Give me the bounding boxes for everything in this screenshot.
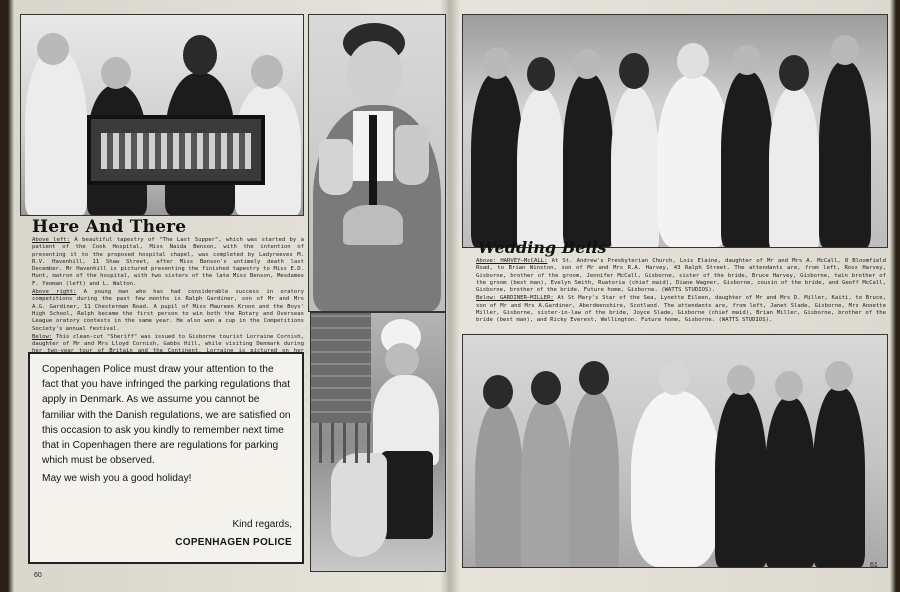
left-page bbox=[14, 6, 448, 584]
harvey-mccall-wedding-photo bbox=[462, 14, 888, 248]
notice-signature: COPENHAGEN POLICE bbox=[175, 536, 292, 548]
caption-below: Below: This clean-cut "Sheriff" was issued to Gisborne tourist Lorraine Cornish, daughter of Mr and Mrs Lloyd Cornish, Gabbs Hill, while visiting Denmark during bbox=[32, 333, 304, 348]
notice-paragraph: Copenhagen Police must draw your attention to the fact that you have infringed the parking regulations that apply in Denmark. As we assume you cannot be familiar with the Danish regulations, we are satisfied on this occasion to ask you kindly to remember next time that in Copenhagen there are regulations for parking which must be observed. bbox=[42, 364, 291, 467]
left-captions bbox=[32, 237, 304, 349]
caption-gardiner-miller: Below: GARDINER—MILLER: At St Mary's Star of the Sea, Lynette Eileen, daughter of Mr and Mrs D. Miller, Kaiti, to Bruce, son of Mr and Mrs A.Gardiner, Aberdeenshire, Scotland. The attendants are, from left, Janet Slade, Gisborne, Mrs Annette Miller, Gisborne, sister-in-law of the bride, Joyce Slade, Gisborne (chief maid), Brian Miller, Gisborne, brother of the bride (best man), and Ricky Everest, Wellington. Future home, Gisborne. (WATTS STUDIOS). bbox=[476, 295, 886, 324]
wedding-captions bbox=[476, 258, 886, 332]
notice-closing-wish: May we wish you a good holiday! bbox=[42, 473, 192, 485]
wedding-bells-title: Wedding Bells bbox=[478, 238, 607, 257]
oratory-winner-photo bbox=[308, 14, 446, 312]
tapestry-photo bbox=[20, 14, 304, 216]
gardiner-miller-wedding-photo bbox=[462, 334, 888, 568]
section-headline: Here And There bbox=[32, 217, 187, 237]
page-number-left: 60 bbox=[34, 572, 42, 579]
caption-harvey-mccall: Above: HARVEY—McCALL: At St. Andrew's Presbyterian Church, Lois Elaine, daughter of Mr and Mrs A. McCall, 8 Bloomfield Road, to Brian Winston, son of Mr and Mrs R.A. Harvey, 43 Ralph Street. The attendants are, from left, Ross Harvey, Gisborne, brother of the groom, Jennifer McCall, Gisborne, sister of the bride, Bruce Harvey, Gisborne, twin brother of the groom (best man), Evelyn Smith, Ruatoria (chief maid), Diane Wagner, Gisborne, cousin of the bride, and Geoff McCall, Gisborne, brother of the bride. Future home, Gisborne. (WATTS STUDIOS). bbox=[476, 258, 886, 294]
copenhagen-police-notice bbox=[28, 352, 304, 564]
scooter-photo bbox=[310, 312, 446, 572]
notice-regards: Kind regards, bbox=[232, 518, 292, 530]
caption-above-left: Above left: A beautiful tapestry of "The Last Supper", which was started by a patient of the Cook Hospital, Miss Naida Benson, with the intention of presenting it to the proposed hospital chapel, was completed by Ladyreeves M. R.V. Havenhill, 11 Shaw Street, after Miss Benson's untimely death last December. Mr Havenhill is pictured presenting the finished tapestry to Miss E.D. Hunt, matron of the hospital, with two sisters of the late Miss Benson, Mesdames F. Yeoman (left) and L. Walton. bbox=[32, 237, 304, 287]
caption-above-right: Above right: A young man who has had considerable success in oratory competitions during the past few months is Ralph Gardiner, son of Mr and Mrs A.G. Gardiner, 11 Chesterman Road. A pupil of Miss Maureen Kroon and the Boys' High School, Ralph became the first person to win both the Rotary and Overseas League oratory contests in the same year. He also won a cup in the Competitions Society's annual festival. bbox=[32, 289, 304, 332]
page-number-right: 61 bbox=[870, 562, 878, 569]
right-page bbox=[456, 6, 894, 584]
